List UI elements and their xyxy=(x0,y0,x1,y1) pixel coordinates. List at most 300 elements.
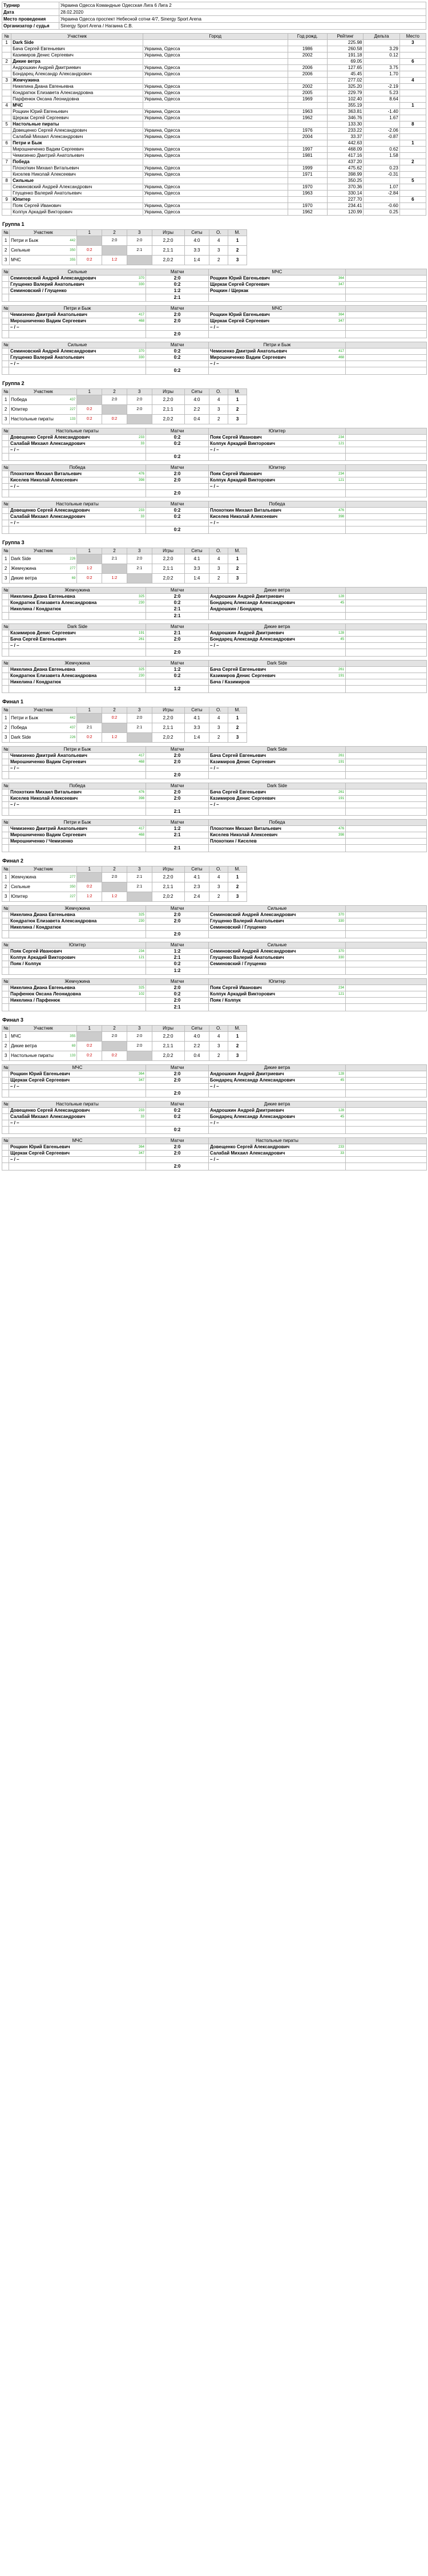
match-right-player xyxy=(209,679,346,686)
match-table xyxy=(2,464,427,497)
grid-score: 2:1 xyxy=(86,726,92,730)
rating-cell-year: 1999 xyxy=(288,165,327,172)
match-left-player xyxy=(9,1078,146,1084)
grid-row-no: 2 xyxy=(2,405,10,415)
rating-cell-year xyxy=(288,140,327,147)
match-left-player xyxy=(9,679,146,686)
match-total-extra xyxy=(346,613,427,620)
match-player-row xyxy=(2,637,427,643)
rating-cell-year: 2002 xyxy=(288,84,327,90)
match-total-extra xyxy=(346,1127,427,1134)
match-left-player xyxy=(9,753,146,759)
match-right-name: – / – xyxy=(210,325,219,330)
match-table xyxy=(2,819,427,852)
match-head-mid: Матчи xyxy=(146,979,209,985)
rating-cell-delta: 8.64 xyxy=(364,96,399,103)
match-left-rating: 325 xyxy=(138,913,144,917)
match-left-player xyxy=(9,447,146,453)
match-left-name: Салабай Михаил Александрович xyxy=(10,514,86,519)
match-total-row xyxy=(2,931,427,938)
match-left-name: Кондратюк Елизавета Александровна xyxy=(10,918,97,924)
rating-cell-rating: 127.65 xyxy=(327,65,363,71)
rating-cell-year: 2006 xyxy=(288,71,327,78)
match-total-left xyxy=(9,772,146,779)
match-left-player xyxy=(9,1071,146,1078)
grid-team-cell xyxy=(10,714,77,723)
rating-cell-rating: 346.76 xyxy=(327,115,363,121)
grid-head-m: М. xyxy=(228,389,247,395)
match-left-player xyxy=(9,955,146,961)
match-total-score: 0:2 xyxy=(146,367,209,375)
match-row-extra xyxy=(346,753,427,759)
match-player-row xyxy=(2,1084,427,1090)
match-total-row xyxy=(2,1090,427,1097)
rating-cell-name: Бача Сергей Евгеньевич xyxy=(11,46,143,52)
match-right-name: Пояк / Колпук xyxy=(210,998,241,1003)
match-row-no xyxy=(2,1157,9,1163)
grid-team-name: Настольные пираты xyxy=(11,416,54,422)
match-head-extra xyxy=(346,588,427,594)
match-total-left xyxy=(9,1127,146,1134)
grid-points: 4 xyxy=(209,714,228,723)
match-score: 0:2 xyxy=(146,514,209,520)
match-total-right xyxy=(209,526,346,534)
match-total-right xyxy=(209,1004,346,1011)
group-grid-row xyxy=(2,395,247,405)
grid-head-no: № xyxy=(2,548,10,554)
match-total-extra xyxy=(346,1163,427,1170)
match-right-rating: 128 xyxy=(338,1109,344,1112)
rating-cell-rating: 225.98 xyxy=(327,40,363,46)
match-total-extra xyxy=(346,526,427,534)
match-row-no xyxy=(2,520,9,526)
grid-points: 2 xyxy=(209,1051,228,1061)
match-row-no xyxy=(2,961,9,967)
match-left-rating: 233 xyxy=(138,1109,144,1112)
match-score xyxy=(146,1084,209,1090)
match-total-extra xyxy=(346,1004,427,1011)
match-score: 2:0 xyxy=(146,796,209,802)
match-left-rating: 234 xyxy=(138,950,144,953)
match-score: 0:2 xyxy=(146,1108,209,1114)
match-row-extra xyxy=(346,435,427,441)
match-total-left xyxy=(9,649,146,657)
match-right-rating: 261 xyxy=(338,754,344,758)
match-score: 2:0 xyxy=(146,912,209,918)
rating-cell-rating: 120.99 xyxy=(327,209,363,216)
match-head xyxy=(2,465,427,471)
match-row-extra xyxy=(346,991,427,998)
match-right-name: Казимиров Денис Сергеевич xyxy=(210,673,276,678)
match-right-rating: 330 xyxy=(338,920,344,923)
info-key: Организатор / судья xyxy=(2,23,59,30)
rating-cell-delta xyxy=(364,40,399,46)
match-left-name: – / – xyxy=(10,361,19,366)
grid-team-name: Победа xyxy=(11,397,27,402)
rating-cell-place: 6 xyxy=(399,197,426,203)
grid-score: 2:0 xyxy=(136,1044,143,1048)
match-table xyxy=(2,342,427,375)
match-total-extra xyxy=(346,931,427,938)
match-left-name: Мирошниченко Вадим Сергеевич xyxy=(10,318,86,323)
match-right-player xyxy=(209,441,346,447)
match-head-mid: Матчи xyxy=(146,624,209,630)
match-right-name: Колпук Аркадий Викторович xyxy=(210,441,276,446)
rating-cell-no xyxy=(2,128,11,134)
match-player-row xyxy=(2,1151,427,1157)
group-grid-row xyxy=(2,882,247,892)
match-row-extra xyxy=(346,1144,427,1151)
match-row-extra xyxy=(346,484,427,490)
match-head-mid: Матчи xyxy=(146,661,209,667)
match-head-no: № xyxy=(2,942,9,949)
match-player-row xyxy=(2,1114,427,1120)
match-team-right: Dark Side xyxy=(209,747,346,753)
grid-team-cell xyxy=(10,723,77,733)
grid-place: 3 xyxy=(228,1051,247,1061)
match-head-no: № xyxy=(2,820,9,826)
match-right-name: Казимиров Денис Сергеевич xyxy=(210,796,276,801)
match-right-name: Казимиров Денис Сергеевич xyxy=(210,759,276,764)
match-total-row xyxy=(2,453,427,461)
grid-points: 3 xyxy=(209,564,228,574)
match-head-no: № xyxy=(2,501,9,508)
rating-team-row xyxy=(2,40,426,46)
rating-cell-delta: -2.06 xyxy=(364,128,399,134)
match-player-row xyxy=(2,349,427,355)
match-table xyxy=(2,269,427,302)
match-left-player xyxy=(9,471,146,477)
match-right-rating: 121 xyxy=(338,993,344,996)
match-team-left: Жемчужина xyxy=(9,906,146,912)
match-row-extra xyxy=(346,673,427,679)
match-left-player xyxy=(9,276,146,282)
match-row-no xyxy=(2,361,9,367)
grid-points: 2 xyxy=(209,415,228,424)
match-score xyxy=(146,679,209,686)
match-right-rating: 476 xyxy=(338,827,344,831)
group-section xyxy=(2,221,426,375)
grid-place: 1 xyxy=(228,236,247,246)
match-right-player xyxy=(209,1084,346,1090)
grid-team-rating: 277 xyxy=(70,876,76,879)
grid-place: 3 xyxy=(228,256,247,265)
match-player-row xyxy=(2,789,427,796)
rating-cell-rating: 325.20 xyxy=(327,84,363,90)
match-row-extra xyxy=(346,349,427,355)
group-grid-row xyxy=(2,1032,247,1042)
match-player-row xyxy=(2,630,427,637)
grid-team-name: Настольные пираты xyxy=(11,1053,54,1058)
match-total-no xyxy=(2,931,9,938)
match-total-left xyxy=(9,845,146,852)
match-player-row xyxy=(2,312,427,318)
match-head-extra xyxy=(346,501,427,508)
match-right-rating: 121 xyxy=(338,442,344,445)
match-left-rating: 230 xyxy=(138,601,144,605)
match-right-rating: 128 xyxy=(338,631,344,635)
rating-team-row xyxy=(2,103,426,109)
match-total-no xyxy=(2,613,9,620)
match-head-no: № xyxy=(2,1065,9,1071)
grid-head-no: № xyxy=(2,1026,10,1032)
grid-points: 2 xyxy=(209,892,228,902)
match-left-player xyxy=(9,600,146,606)
match-row-no xyxy=(2,802,9,808)
match-right-rating: 121 xyxy=(338,479,344,482)
match-total-right xyxy=(209,490,346,497)
match-right-player xyxy=(209,1071,346,1078)
match-right-player xyxy=(209,520,346,526)
match-left-player xyxy=(9,441,146,447)
match-left-rating: 468 xyxy=(138,760,144,764)
match-left-rating: 33 xyxy=(140,515,144,519)
match-row-no xyxy=(2,949,9,955)
grid-row-no: 1 xyxy=(2,554,10,564)
rating-head-name: Участник xyxy=(11,34,143,40)
match-left-rating: 347 xyxy=(138,1079,144,1082)
match-head xyxy=(2,501,427,508)
match-player-row xyxy=(2,1157,427,1163)
match-score: 0:2 xyxy=(146,355,209,361)
rating-cell-city: Украина, Одесса xyxy=(143,115,288,121)
match-right-player xyxy=(209,471,346,477)
match-head-mid: Матчи xyxy=(146,747,209,753)
grid-head-o: О. xyxy=(209,1026,228,1032)
match-row-no xyxy=(2,918,9,925)
grid-team-name: Dark Side xyxy=(11,735,31,740)
grid-team-cell xyxy=(10,395,77,405)
match-player-row xyxy=(2,991,427,998)
match-row-extra xyxy=(346,679,427,686)
grid-score-cell xyxy=(77,236,102,246)
rating-cell-city xyxy=(143,140,288,147)
match-row-extra xyxy=(346,441,427,447)
group-grid-head xyxy=(2,866,247,873)
grid-place: 2 xyxy=(228,405,247,415)
rating-cell-name: Плохоткин Михаил Витальевич xyxy=(11,165,143,172)
match-row-no xyxy=(2,435,9,441)
match-score: 2:1 xyxy=(146,606,209,613)
match-total-score: 2:1 xyxy=(146,845,209,852)
match-right-rating: 417 xyxy=(338,350,344,353)
match-head-no: № xyxy=(2,588,9,594)
grid-row-no: 3 xyxy=(2,892,10,902)
group-grid-head xyxy=(2,1026,247,1032)
grid-score: 2:0 xyxy=(136,716,143,720)
match-left-player xyxy=(9,961,146,967)
match-total-right xyxy=(209,1127,346,1134)
rating-cell-place: 4 xyxy=(399,78,426,84)
match-head-extra xyxy=(346,820,427,826)
grid-team-name: Дикие ветра xyxy=(11,1043,37,1048)
info-value: Украина Одесса Командные Одесская Лига 6 Лига 2 xyxy=(59,2,426,9)
match-left-player xyxy=(9,826,146,832)
grid-score-cell xyxy=(77,892,102,902)
rating-cell-place: 8 xyxy=(399,121,426,128)
match-head-no: № xyxy=(2,306,9,312)
match-right-name: Чемизенко Дмитрий Анатольевич xyxy=(210,349,287,354)
grid-points: 3 xyxy=(209,723,228,733)
grid-score: 1:2 xyxy=(86,566,92,570)
match-left-player xyxy=(9,514,146,520)
match-head-no: № xyxy=(2,747,9,753)
grid-sets: 0:4 xyxy=(184,1051,209,1061)
match-right-name: Бача Сергей Евгеньевич xyxy=(210,667,267,672)
match-row-no xyxy=(2,1120,9,1127)
match-row-no xyxy=(2,477,9,484)
match-left-name: Рощкин Юрий Евгеньевич xyxy=(10,1071,70,1076)
match-total-no xyxy=(2,490,9,497)
match-left-rating: 364 xyxy=(138,1072,144,1076)
rating-cell-rating: 69.05 xyxy=(327,59,363,65)
rating-cell-name: Довещенко Сергей Александрович xyxy=(11,128,143,134)
match-right-player xyxy=(209,826,346,832)
match-player-row xyxy=(2,796,427,802)
rating-cell-name: Кондратюк Елизавета Александровна xyxy=(11,90,143,96)
grid-team-cell xyxy=(10,1032,77,1042)
grid-head-c1: 1 xyxy=(77,707,102,714)
match-right-name: Глущенко Валерий Анатольевич xyxy=(210,955,284,960)
match-head xyxy=(2,588,427,594)
grid-team-cell xyxy=(10,256,77,265)
match-row-extra xyxy=(346,925,427,931)
match-right-player xyxy=(209,961,346,967)
match-head xyxy=(2,306,427,312)
match-right-player xyxy=(209,1078,346,1084)
match-left-rating: 364 xyxy=(138,1145,144,1149)
match-total-right xyxy=(209,649,346,657)
rating-cell-no xyxy=(2,153,11,159)
match-score xyxy=(146,1120,209,1127)
match-total-row xyxy=(2,613,427,620)
rating-cell-delta xyxy=(364,103,399,109)
match-right-player xyxy=(209,288,346,294)
match-team-left: Жемчужина xyxy=(9,979,146,985)
groups-container xyxy=(2,221,426,1170)
grid-games: 2,2:0 xyxy=(152,873,184,882)
match-total-no xyxy=(2,1163,9,1170)
match-total-left xyxy=(9,967,146,975)
grid-score-cell xyxy=(77,723,102,733)
match-right-player xyxy=(209,998,346,1004)
info-key: Место проведения xyxy=(2,16,59,23)
grid-head-c1: 1 xyxy=(77,866,102,873)
match-player-row xyxy=(2,667,427,673)
match-head-mid: Матчи xyxy=(146,428,209,435)
match-score: 2:0 xyxy=(146,471,209,477)
match-head xyxy=(2,979,427,985)
match-row-no xyxy=(2,1071,9,1078)
grid-team-name: МЧС xyxy=(11,257,21,262)
match-right-name: – / – xyxy=(210,361,219,366)
match-row-extra xyxy=(346,520,427,526)
match-right-rating: 364 xyxy=(338,313,344,317)
rating-cell-year xyxy=(288,197,327,203)
match-table xyxy=(2,501,427,534)
rating-cell-place xyxy=(399,84,426,90)
match-right-player xyxy=(209,753,346,759)
match-left-name: Никелина Диана Евгеньевна xyxy=(10,985,75,990)
rating-cell-no: 8 xyxy=(2,178,11,184)
match-left-name: Плохоткин Михаил Витальевич xyxy=(10,789,82,795)
grid-team-rating: 442 xyxy=(70,716,76,720)
grid-row-no: 3 xyxy=(2,1051,10,1061)
match-left-name: Никелина / Кондратюк xyxy=(10,679,61,684)
match-row-extra xyxy=(346,361,427,367)
rating-cell-city: Украина, Одесса xyxy=(143,184,288,191)
match-total-score: 2:1 xyxy=(146,1004,209,1011)
match-total-right xyxy=(209,453,346,461)
group-title: Группа 1 xyxy=(2,221,25,227)
match-total-left xyxy=(9,331,146,338)
match-row-no xyxy=(2,276,9,282)
match-total-score: 2:1 xyxy=(146,294,209,302)
match-total-score: 2:0 xyxy=(146,1090,209,1097)
rating-cell-rating: 468.09 xyxy=(327,147,363,153)
match-team-left: МЧС xyxy=(9,1138,146,1144)
match-total-left xyxy=(9,686,146,693)
match-right-name: Салабай Михаил Александрович xyxy=(210,1151,285,1156)
rating-cell-name: Бондарец Александр Александрович xyxy=(11,71,143,78)
match-head-no: № xyxy=(2,624,9,630)
grid-team-name: Петри и Быж xyxy=(11,715,38,720)
match-left-player xyxy=(9,643,146,649)
rating-player-row xyxy=(2,90,426,96)
match-left-player xyxy=(9,1157,146,1163)
rating-cell-delta: 1.58 xyxy=(364,153,399,159)
grid-score-cell xyxy=(77,1042,102,1051)
match-total-right xyxy=(209,772,346,779)
grid-team-cell xyxy=(10,892,77,902)
rating-cell-delta xyxy=(364,59,399,65)
match-total-row xyxy=(2,1004,427,1011)
match-right-name: Бондарец Александр Александрович xyxy=(210,1078,295,1083)
match-player-row xyxy=(2,355,427,361)
match-left-player xyxy=(9,1120,146,1127)
rating-cell-city xyxy=(143,159,288,165)
match-total-extra xyxy=(346,1090,427,1097)
match-right-name: – / – xyxy=(210,484,219,489)
grid-score-cell xyxy=(127,236,152,246)
rating-cell-rating: 227.70 xyxy=(327,197,363,203)
match-left-player xyxy=(9,918,146,925)
match-row-extra xyxy=(346,1084,427,1090)
match-player-row xyxy=(2,520,427,526)
match-right-rating: 468 xyxy=(338,356,344,359)
grid-team-cell xyxy=(10,574,77,584)
match-head-extra xyxy=(346,269,427,276)
grid-sets: 2:3 xyxy=(184,882,209,892)
match-total-row xyxy=(2,367,427,375)
grid-place: 1 xyxy=(228,554,247,564)
match-row-extra xyxy=(346,832,427,839)
match-player-row xyxy=(2,1144,427,1151)
match-total-left xyxy=(9,490,146,497)
match-total-no xyxy=(2,526,9,534)
match-score xyxy=(146,361,209,367)
group-grid-row xyxy=(2,256,247,265)
match-total-score: 2:0 xyxy=(146,1163,209,1170)
rating-cell-name: Никелина Диана Евгеньевна xyxy=(11,84,143,90)
rating-cell-rating: 133.30 xyxy=(327,121,363,128)
rating-cell-no: 5 xyxy=(2,121,11,128)
grid-score: 0:2 xyxy=(86,1044,92,1048)
match-row-extra xyxy=(346,447,427,453)
rating-cell-rating: 277.02 xyxy=(327,78,363,84)
match-score xyxy=(146,925,209,931)
grid-score-cell xyxy=(77,415,102,424)
